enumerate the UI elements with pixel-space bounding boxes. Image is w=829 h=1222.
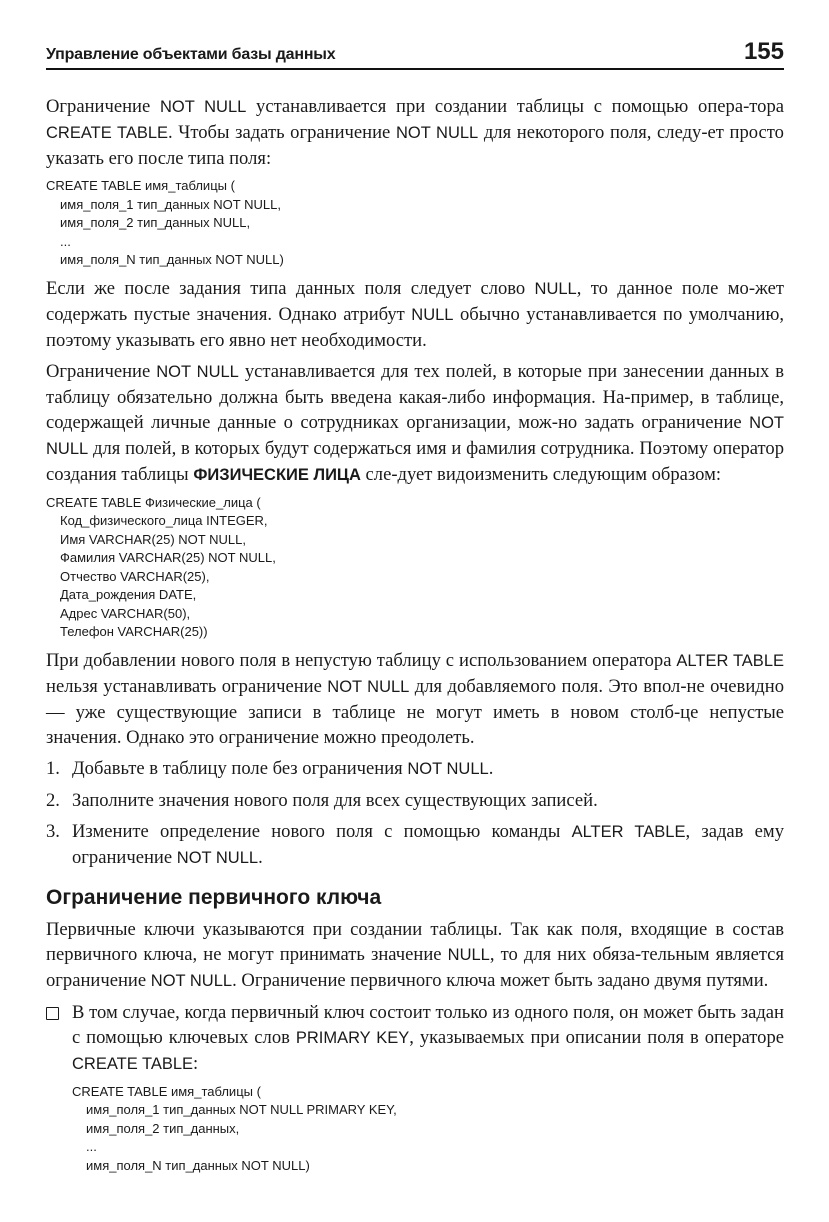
code-line: Имя VARCHAR(25) NOT NULL, bbox=[60, 531, 246, 547]
code-line: Код_физического_лица INTEGER, bbox=[60, 513, 268, 528]
keyword: NOT NULL bbox=[159, 98, 247, 116]
code-block-primary-key bbox=[72, 1083, 784, 1176]
keyword: NOT NULL bbox=[327, 677, 410, 696]
list-number: 1. bbox=[46, 757, 60, 779]
code-line: ... bbox=[86, 1139, 97, 1154]
code-line: CREATE TABLE имя_таблицы ( bbox=[46, 178, 235, 193]
code-line: Дата_рождения DATE, bbox=[60, 587, 197, 602]
keyword: NULL bbox=[534, 279, 577, 298]
table-name: ФИЗИЧЕСКИЕ ЛИЦА bbox=[193, 465, 361, 484]
text: сле-дует видоизменить следующим образом: bbox=[360, 463, 722, 485]
code-line: имя_поля_N тип_данных NOT NULL) bbox=[86, 1157, 310, 1173]
paragraph-null-attribute bbox=[46, 276, 784, 353]
paragraph-alter-table bbox=[46, 648, 784, 750]
keyword: NOT NULL bbox=[395, 124, 479, 142]
keyword: ALTER TABLE bbox=[676, 651, 784, 670]
text: : bbox=[193, 1052, 199, 1074]
text: . Чтобы задать ограничение bbox=[168, 122, 396, 143]
keyword: NOT NULL bbox=[407, 759, 489, 778]
page-body bbox=[46, 94, 784, 1181]
code-line: имя_поля_1 тип_данных NOT NULL, bbox=[60, 196, 281, 212]
list-item bbox=[46, 819, 784, 871]
code-line: CREATE TABLE имя_таблицы ( bbox=[72, 1083, 261, 1099]
keyword: NOT NULL bbox=[46, 413, 784, 458]
text: . bbox=[258, 846, 263, 868]
code-line: CREATE TABLE Физические_лица ( bbox=[46, 494, 261, 510]
running-header bbox=[46, 38, 784, 70]
text: для добавляемого поля. Это впол-не очевидно — уже существующие записи в таблице не могут иметь в новом столб-це непустые значения. Однако это ограничение можно преодолеть. bbox=[46, 675, 784, 748]
text: Ограничение bbox=[46, 360, 157, 382]
keyword: NULL bbox=[411, 305, 454, 324]
paragraph-primary-keys bbox=[46, 917, 784, 994]
keyword: CREATE TABLE bbox=[46, 124, 169, 142]
section-heading: Ограничение первичного ключа bbox=[46, 885, 382, 909]
text: . Ограничение первичного ключа может быть задано двумя путями. bbox=[232, 969, 769, 991]
keyword: ALTER TABLE bbox=[571, 822, 686, 841]
text: для некоторого поля, следу-ет просто указать его после типа поля: bbox=[46, 122, 784, 169]
page-number: 155 bbox=[743, 38, 784, 65]
text: Добавьте в таблицу поле без ограничения bbox=[72, 757, 408, 779]
list-item bbox=[46, 756, 784, 782]
steps-list bbox=[46, 756, 784, 871]
text: , то данное поле мо-жет содержать пустые значения. Однако атрибут bbox=[46, 277, 784, 325]
code-line: имя_поля_2 тип_данных NULL, bbox=[60, 215, 251, 230]
code-block-create-table bbox=[46, 177, 784, 270]
text: Ограничение bbox=[46, 96, 160, 117]
paragraph-not-null-intro bbox=[46, 94, 784, 171]
bullet-text bbox=[72, 1000, 784, 1077]
code-line: Адрес VARCHAR(50), bbox=[60, 605, 191, 621]
text: , указываемых при описании поля в операторе bbox=[409, 1026, 784, 1048]
list-item bbox=[46, 788, 784, 813]
text: , задав ему ограничение bbox=[72, 820, 784, 868]
checkbox-bullet-icon bbox=[46, 1007, 59, 1020]
code-line: Отчество VARCHAR(25), bbox=[60, 568, 210, 584]
keyword: NULL bbox=[447, 945, 490, 964]
text: Измените определение нового поля с помощью команды bbox=[72, 820, 572, 842]
text: устанавливается для тех полей, в которые при занесении данных в таблицу обязательно должна быть введена какая-либо информация. На-пример, в таблице, содержащей личные данные о сотрудниках организации, мож-но задать ограничение bbox=[46, 360, 784, 433]
code-line: ... bbox=[60, 233, 71, 249]
code-line: Фамилия VARCHAR(25) NOT NULL, bbox=[60, 550, 276, 565]
keyword: NOT NULL bbox=[176, 848, 259, 867]
code-line: имя_поля_N тип_данных NOT NULL) bbox=[60, 252, 284, 267]
bullet-item-single-field-key bbox=[46, 1000, 784, 1176]
keyword: PRIMARY KEY bbox=[295, 1028, 410, 1047]
text: В том случае, когда первичный ключ состоит только из одного поля, он может быть задан с помощью ключевых слов bbox=[72, 1001, 784, 1048]
text: Заполните значения нового поля для всех существующих записей. bbox=[72, 789, 598, 811]
code-line: Телефон VARCHAR(25)) bbox=[60, 624, 208, 639]
text: Первичные ключи указываются при создании таблицы. Так как поля, входящие в состав первичного ключа, не могут принимать значение bbox=[46, 918, 784, 965]
code-line: имя_поля_1 тип_данных NOT NULL PRIMARY KEY, bbox=[86, 1102, 397, 1117]
text: устанавливается при создании таблицы с помощью опера-тора bbox=[246, 96, 784, 117]
list-number: 3. bbox=[46, 820, 60, 842]
text: нельзя устанавливать ограничение bbox=[46, 675, 328, 697]
text: , то для них обяза-тельным является ограничение bbox=[46, 943, 784, 991]
text: При добавлении нового поля в непустую таблицу с использованием оператора bbox=[46, 649, 677, 671]
text: . bbox=[488, 757, 494, 779]
chapter-title: Управление объектами базы данных bbox=[46, 46, 336, 63]
text: Если же после задания типа данных поля следует слово bbox=[46, 277, 535, 299]
keyword: NOT NULL bbox=[150, 971, 233, 990]
keyword: NOT NULL bbox=[156, 362, 239, 381]
keyword: CREATE TABLE bbox=[72, 1054, 194, 1073]
code-block-physical-persons bbox=[46, 494, 784, 642]
paragraph-not-null-usage bbox=[46, 359, 784, 488]
text: обычно устанавливается по умолчанию, поэтому указывать его явно нет необходимости. bbox=[46, 303, 784, 351]
list-number: 2. bbox=[46, 789, 60, 811]
text: для полей, в которых будут содержаться имя и фамилия сотрудника. Поэтому оператор создания таблицы bbox=[46, 437, 784, 485]
code-line: имя_поля_2 тип_данных, bbox=[86, 1120, 240, 1136]
